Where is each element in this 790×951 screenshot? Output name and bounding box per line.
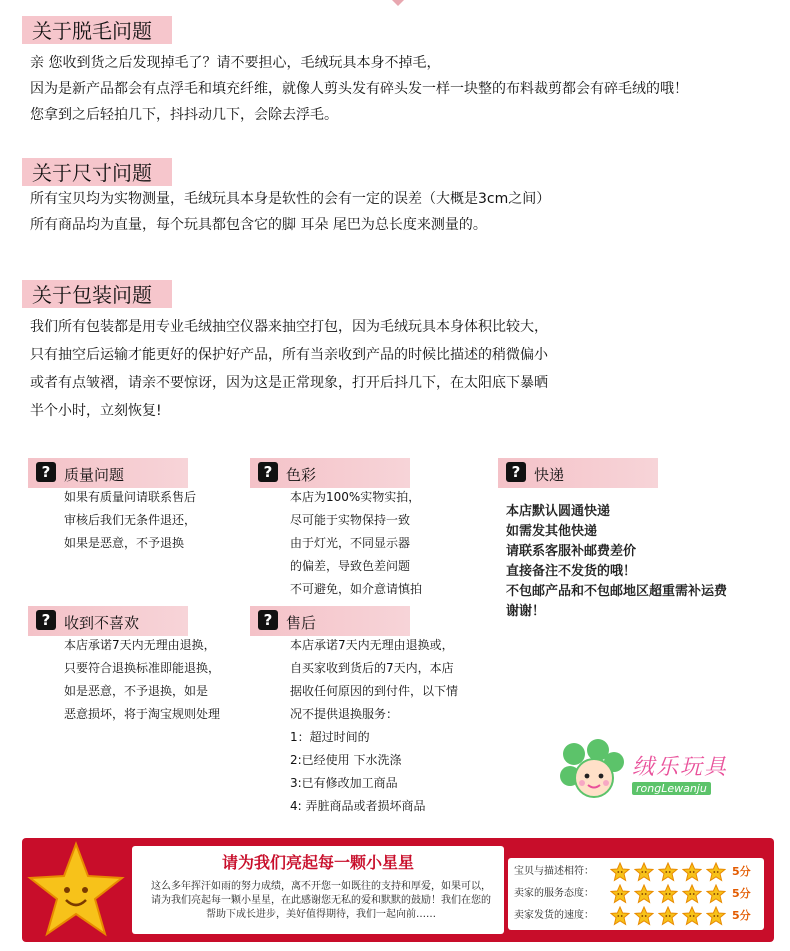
qa-aftersale-header — [250, 606, 410, 636]
text-line: 请联系客服补邮费差价 — [506, 544, 637, 559]
star-icon — [658, 862, 678, 882]
text-line: 如需发其他快递 — [506, 524, 598, 539]
text-line: 本店承诺7天内无理由退换或， — [290, 638, 454, 652]
star-icon — [682, 906, 702, 926]
text-line: 所有商品均为直量，每个玩具都包含它的脚 耳朵 尾巴为总长度来测量的。 — [30, 217, 487, 233]
qa-title: 质量问题 — [64, 466, 125, 484]
star-icon — [634, 906, 654, 926]
text-line: 亲 您收到货之后发现掉毛了？请不要担心，毛绒玩具本身不掉毛， — [30, 55, 441, 71]
star-icon — [634, 884, 654, 904]
rating-label: 卖家发货的速度： — [514, 910, 594, 921]
text-line: 2:已经使用 下水洗涤 — [290, 753, 402, 767]
qa-quality-header — [28, 458, 188, 488]
star-icon — [706, 884, 726, 904]
text-line: 况不提供退换服务： — [290, 707, 399, 721]
star-icon — [658, 906, 678, 926]
text-line: 据收任何原因的到付件，以下情 — [290, 684, 459, 698]
qa-aftersale-body — [290, 634, 458, 818]
smiling-star-icon — [24, 840, 128, 940]
qa-color-body — [290, 486, 422, 601]
question-icon: ? — [258, 462, 278, 482]
section-body-hair — [30, 50, 688, 128]
text-line: 由于灯光，不同显示器 — [290, 536, 411, 550]
rating-banner — [22, 838, 774, 942]
qa-title: 快递 — [534, 466, 565, 484]
logo-name: 绒乐玩具 — [632, 755, 729, 780]
banner-title: 请为我们亮起每一颗小星星 — [221, 853, 414, 872]
rating-score: 5分 — [732, 865, 751, 878]
qa-title: 色彩 — [286, 466, 317, 484]
star-icon — [658, 884, 678, 904]
question-icon: ? — [36, 462, 56, 482]
text-line: 本店承诺7天内无理由退换， — [64, 638, 216, 652]
qa-title: 收到不喜欢 — [64, 614, 140, 632]
text-line: 所有宝贝均为实物测量，毛绒玩具本身是软性的会有一定的误差（大概是3cm之间） — [30, 191, 551, 207]
rating-panel — [508, 858, 764, 930]
star-icon — [682, 862, 702, 882]
banner-message: 这么多年挥汗如雨的努力成绩，离不开您一如既往的支持和厚爱，如果可以，请为我们亮起每一颗小星星，在此感谢您无私的爱和默默的鼓励！我们在您的帮助下成长进步，美好值得期待，我们一起向前…… — [151, 881, 491, 920]
text-line: 因为是新产品都会有点浮毛和填充纤维，就像人剪头发有碎头发一样一块整的布料裁剪都会有碎毛绒的哦！ — [30, 81, 688, 97]
qa-color-header — [250, 458, 410, 488]
star-icon — [610, 884, 630, 904]
rating-score: 5分 — [732, 909, 751, 922]
question-icon: ? — [36, 610, 56, 630]
rating-row — [514, 884, 751, 904]
rating-row — [514, 906, 751, 926]
text-line: 如是恶意，不予退换，如是 — [64, 684, 209, 698]
qa-quality-body — [64, 486, 196, 555]
text-line: 不可避免，如介意请慎拍 — [290, 582, 423, 596]
qa-shipping-header — [498, 458, 658, 488]
text-line: 我们所有包装都是用专业毛绒抽空仪器来抽空打包，因为毛绒玩具本身体积比较大， — [30, 319, 548, 335]
qa-shipping-body — [506, 502, 727, 622]
banner-message-panel — [132, 846, 504, 934]
text-line: 审核后我们无条件退还， — [64, 513, 197, 527]
rating-label: 宝贝与描述相符： — [514, 866, 594, 877]
text-line: 不包邮产品和不包邮地区超重需补运费 — [506, 584, 728, 599]
star-icon — [610, 906, 630, 926]
rating-stars — [610, 884, 730, 905]
text-line: 1：超过时间的 — [290, 730, 370, 744]
star-icon — [610, 862, 630, 882]
text-line: 尽可能于实物保持一致 — [290, 513, 411, 527]
section-body-packaging — [30, 313, 548, 425]
rating-score: 5分 — [732, 887, 751, 900]
rating-label: 卖家的服务态度： — [514, 888, 594, 899]
question-icon: ? — [506, 462, 526, 482]
section-body-size — [30, 186, 550, 238]
rating-stars — [610, 906, 730, 927]
text-line: 谢谢！ — [506, 604, 546, 619]
brand-logo — [560, 738, 770, 808]
text-line: 您拿到之后轻拍几下，抖抖动几下，会除去浮毛。 — [30, 107, 338, 123]
qa-title: 售后 — [286, 614, 317, 632]
qa-dislike-body — [64, 634, 220, 726]
text-line: 4: 弄脏商品或者损坏商品 — [290, 799, 426, 813]
text-line: 如果是恶意，不予退换 — [64, 536, 185, 550]
section-heading-hair: 关于脱毛问题 — [22, 16, 172, 44]
text-line: 直接备注不发货的哦！ — [506, 564, 637, 579]
text-line: 或者有点皱褶，请亲不要惊讶，因为这是正常现象，打开后抖几下，在太阳底下暴晒 — [30, 375, 548, 391]
question-icon: ? — [258, 610, 278, 630]
star-icon — [682, 884, 702, 904]
text-line: 恶意损坏，将于淘宝规则处理 — [64, 707, 221, 721]
text-line: 3:已有修改加工商品 — [290, 776, 398, 790]
text-line: 的偏差，导致色差问题 — [290, 559, 411, 573]
section-heading-size: 关于尺寸问题 — [22, 158, 172, 186]
text-line: 自买家收到货后的7天内，本店 — [290, 661, 454, 675]
qa-dislike-header — [28, 606, 188, 636]
rating-row — [514, 862, 751, 882]
top-marker — [392, 0, 404, 6]
logo-subtitle: rongLewanju — [632, 782, 711, 795]
text-line: 只有抽空后运输才能更好的保护好产品，所有当亲收到产品的时候比描述的稍微偏小 — [30, 347, 548, 363]
text-line: 本店默认圆通快递 — [506, 504, 611, 519]
star-icon — [634, 862, 654, 882]
rating-stars — [610, 862, 730, 883]
section-heading-packaging: 关于包装问题 — [22, 280, 172, 308]
star-icon — [706, 906, 726, 926]
text-line: 本店为100%实物实拍， — [290, 490, 421, 504]
text-line: 半个小时，立刻恢复! — [30, 403, 162, 419]
star-icon — [706, 862, 726, 882]
text-line: 如果有质量问请联系售后 — [64, 490, 197, 504]
text-line: 只要符合退换标准即能退换， — [64, 661, 221, 675]
logo-mascot-icon — [560, 738, 630, 808]
